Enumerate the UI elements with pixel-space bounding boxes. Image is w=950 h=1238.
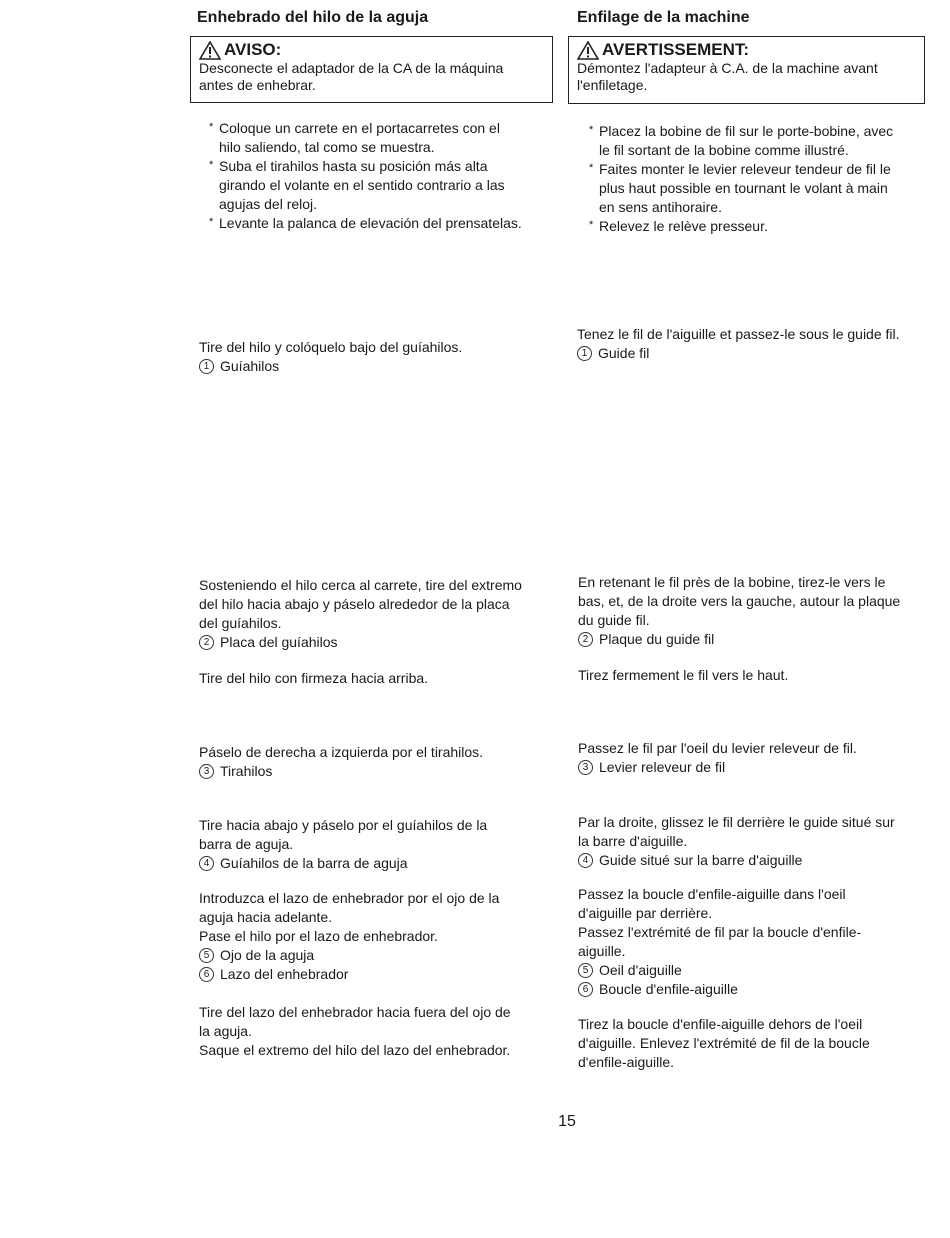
es-step-6: Tire del lazo del enhebrador hacia fuera del ojo de la aguja. Saque el extremo del hilo del lazo del enhebrador. <box>199 1004 511 1058</box>
fr-step-2b: Tirez fermement le fil vers le haut. <box>578 667 789 683</box>
list-item: * Suba el tirahilos hasta su posición más alta girando el volante en el sentido contrario a las agujas del reloj. <box>209 157 559 214</box>
es-preparation-list <box>209 119 559 233</box>
fr-preparation-list <box>589 122 934 236</box>
es-ref-1-label: Guíahilos <box>220 358 280 374</box>
es-ref-6-label: Lazo del enhebrador <box>220 966 349 982</box>
warning-triangle-icon <box>577 41 599 60</box>
fr-step-6: Tirez la boucle d'enfile-aiguille dehors de l'oeil d'aiguille. Enlevez l'extrémité de fil de la boucle d'enfile-aiguille. <box>578 1016 870 1070</box>
list-item: * Placez la bobine de fil sur le porte-bobine, avec le fil sortant de la bobine comme illustré. <box>589 122 934 160</box>
es-step-5: Introduzca el lazo de enhebrador por el ojo de la aguja hacia adelante. Pase el hilo por el lazo de enhebrador. 5 Ojo de la aguja 6 Lazo del enhebrador <box>199 890 500 982</box>
es-step-2: Sosteniendo el hilo cerca al carrete, tire del extremo del hilo hacia abajo y páselo alrededor de la placa del guíahilos. 2 Placa del guíahilos <box>199 577 522 650</box>
fr-ref-5-label: Oeil d'aiguille <box>599 962 682 978</box>
circled-number-6: 6 <box>578 982 593 997</box>
es-step-3: Páselo de derecha a izquierda por el tirahilos. 3 Tirahilos <box>199 744 484 779</box>
fr-step-5: Passez la boucle d'enfile-aiguille dans l'oeil d'aiguille par derrière. Passez l'extrémité de fil par la boucle d'enfile- aiguille. 5 Oeil d'aiguille 6 Boucle d'enfile-aiguille <box>578 886 862 997</box>
es-step-4: Tire hacia abajo y páselo por el guíahilos de la barra de aguja. 4 Guíahilos de la barra de aguja <box>199 817 488 871</box>
fr-warning-text: Démontez l'adapteur à C.A. de la machine avant l'enfiletage. <box>577 60 878 93</box>
circled-number-2: 2 <box>578 632 593 647</box>
list-item: * Coloque un carrete en el portacarretes con el hilo saliendo, tal como se muestra. <box>209 119 559 157</box>
circled-number-6: 6 <box>199 967 214 982</box>
es-warning-box <box>190 36 553 103</box>
es-warning-title-row <box>199 40 544 60</box>
circled-number-2: 2 <box>199 635 214 650</box>
fr-step-1: Tenez le fil de l'aiguille et passez-le sous le guide fil. 1 Guide fil <box>577 326 900 361</box>
warning-triangle-icon <box>199 41 221 60</box>
es-ref-5-label: Ojo de la aguja <box>220 947 315 963</box>
circled-number-1: 1 <box>577 346 592 361</box>
circled-number-1: 1 <box>199 359 214 374</box>
fr-section-heading: Enfilage de la machine <box>577 9 750 26</box>
es-ref-2-label: Placa del guíahilos <box>220 634 338 650</box>
es-step-2b: Tire del hilo con firmeza hacia arriba. <box>199 670 429 686</box>
fr-warning-title: AVERTISSEMENT: <box>602 40 750 59</box>
circled-number-3: 3 <box>578 760 593 775</box>
fr-step-2: En retenant le fil près de la bobine, tirez-le vers le bas, et, de la droite vers la gauche, autour la plaque du guide fil. 2 Plaque du guide fil <box>578 574 901 647</box>
es-ref-4-label: Guíahilos de la barra de aguja <box>220 855 408 871</box>
fr-step-3: Passez le fil par l'oeil du levier releveur de fil. 3 Levier releveur de fil <box>578 740 857 775</box>
list-item: * Faites monter le levier releveur tendeur de fil le plus haut possible en tournant le volant à main en sens antihoraire. <box>589 160 934 217</box>
circled-number-4: 4 <box>578 853 593 868</box>
circled-number-5: 5 <box>199 948 214 963</box>
fr-ref-3-label: Levier releveur de fil <box>599 759 726 775</box>
fr-warning-title-row <box>577 40 916 60</box>
list-item: * Relevez le relève presseur. <box>589 217 934 236</box>
es-section-heading: Enhebrado del hilo de la aguja <box>197 9 429 26</box>
fr-ref-1-label: Guide fil <box>598 345 650 361</box>
es-warning-title: AVISO: <box>224 40 282 59</box>
circled-number-4: 4 <box>199 856 214 871</box>
es-ref-3-label: Tirahilos <box>220 763 273 779</box>
fr-step-4: Par la droite, glissez le fil derrière le guide situé sur la barre d'aiguille. 4 Guide situé sur la barre d'aiguille <box>578 814 895 868</box>
fr-ref-2-label: Plaque du guide fil <box>599 631 715 647</box>
fr-warning-box <box>568 36 925 104</box>
es-warning-text: Desconecte el adaptador de la CA de la máquina antes de enhebrar. <box>199 60 504 93</box>
es-step-1: Tire del hilo y colóquelo bajo del guíahilos. 1 Guíahilos <box>199 339 463 374</box>
circled-number-3: 3 <box>199 764 214 779</box>
circled-number-5: 5 <box>578 963 593 978</box>
fr-ref-6-label: Boucle d'enfile-aiguille <box>599 981 738 997</box>
fr-ref-4-label: Guide situé sur la barre d'aiguille <box>599 852 803 868</box>
page-number: 15 <box>558 1113 576 1130</box>
list-item: * Levante la palanca de elevación del prensatelas. <box>209 214 559 233</box>
